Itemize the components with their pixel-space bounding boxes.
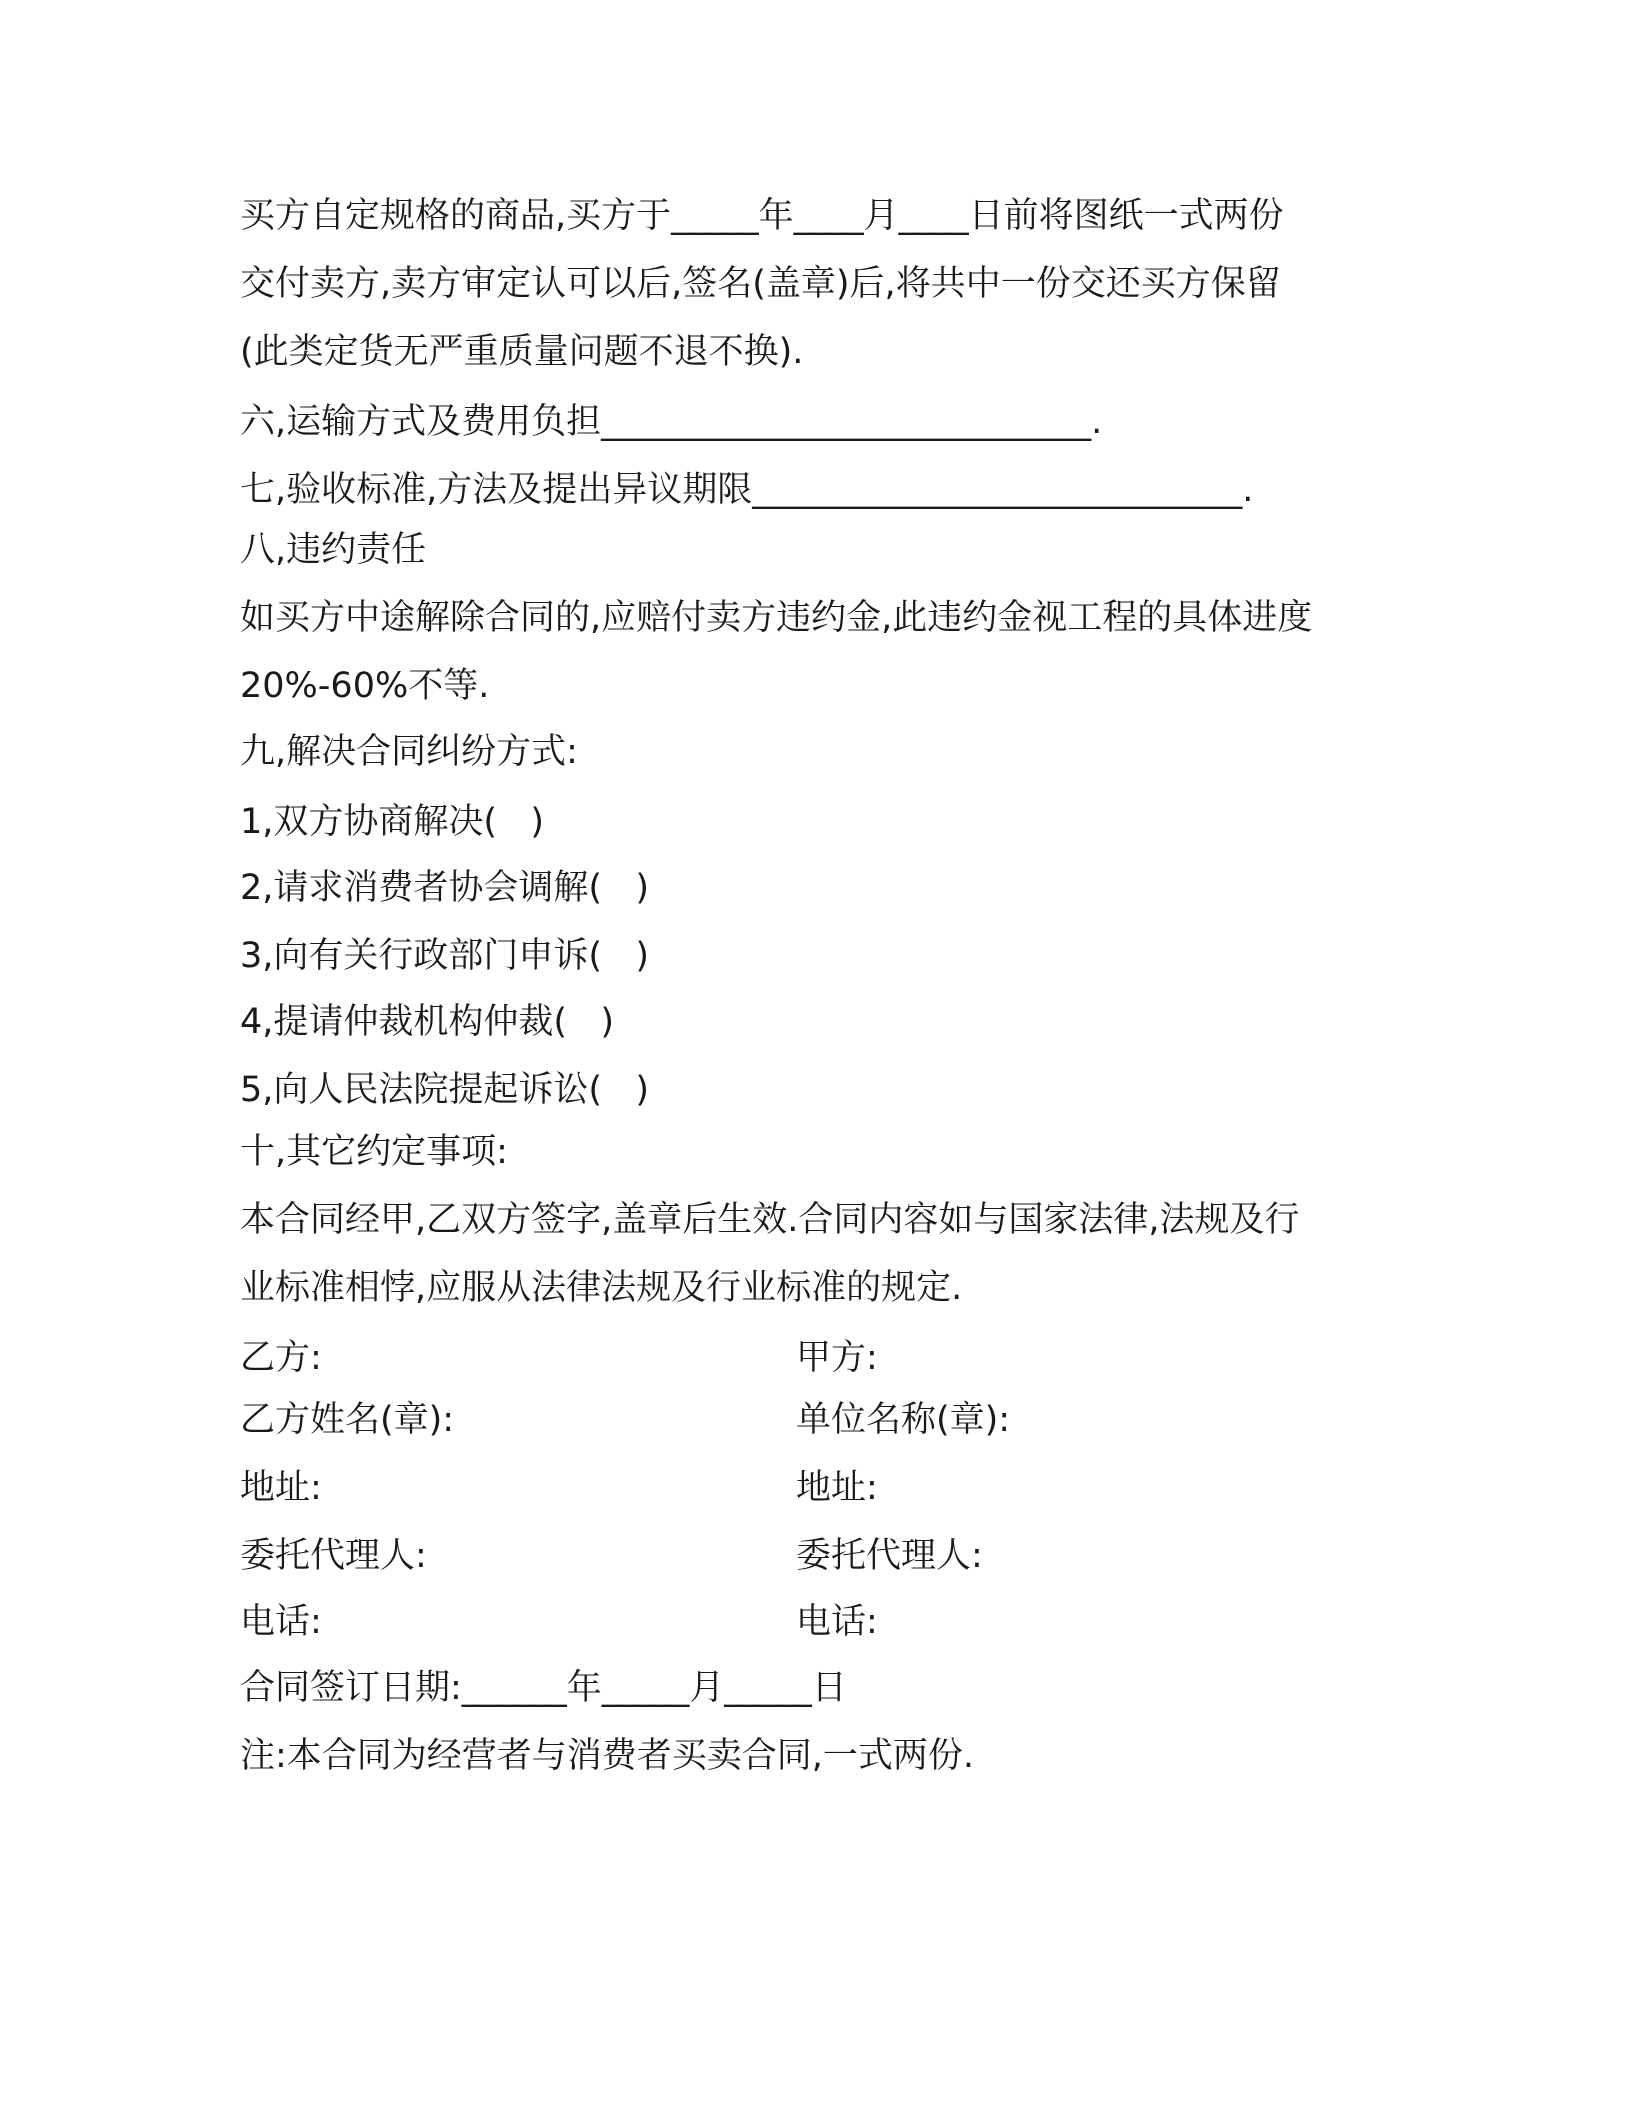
dispute-option: 3,向有关行政部门申诉( ) (240, 936, 650, 976)
dispute-option: 5,向人民法院提起诉讼( ) (240, 1070, 650, 1110)
party-a-address-label: 地址: (796, 1468, 878, 1508)
dispute-option: 2,请求消费者协会调解( ) (240, 868, 650, 908)
party-b-label: 乙方: (240, 1338, 322, 1378)
party-b-agent-label: 委托代理人: (240, 1536, 427, 1576)
sign-date: 合同签订日期:______年_____月_____日 (240, 1668, 847, 1708)
clause8-line-1: 如买方中途解除合同的,应赔付卖方违约金,此违约金视工程的具体进度 (240, 598, 1313, 638)
clause9-title: 九,解决合同纠纷方式: (240, 732, 578, 772)
clause5-line-2: 交付卖方,卖方审定认可以后,签名(盖章)后,将共中一份交还买方保留 (240, 264, 1281, 304)
party-b-address-label: 地址: (240, 1468, 322, 1508)
clause8-title: 八,违约责任 (240, 530, 427, 570)
clause5-line-1: 买方自定规格的商品,买方于_____年____月____日前将图纸一式两份 (240, 196, 1284, 236)
party-a-phone-label: 电话: (796, 1602, 878, 1642)
party-a-label: 甲方: (796, 1338, 878, 1378)
clause8-line-2: 20%-60%不等. (240, 666, 490, 706)
party-b-name-label: 乙方姓名(章): (240, 1400, 455, 1440)
clause5-line-3: (此类定货无严重质量问题不退不换). (240, 332, 804, 372)
clause7-acceptance: 七,验收标准,方法及提出异议期限____________________________. (240, 470, 1254, 510)
clause10-title: 十,其它约定事项: (240, 1132, 508, 1172)
party-b-phone-label: 电话: (240, 1602, 322, 1642)
clause10-line-1: 本合同经甲,乙双方签字,盖章后生效.合同内容如与国家法律,法规及行 (240, 1200, 1300, 1240)
dispute-option: 1,双方协商解决( ) (240, 802, 545, 842)
clause10-line-2: 业标准相悖,应服从法律法规及行业标准的规定. (240, 1268, 963, 1308)
party-a-agent-label: 委托代理人: (796, 1536, 983, 1576)
clause6-transport: 六,运输方式及费用负担____________________________. (240, 402, 1103, 442)
dispute-option: 4,提请仲裁机构仲裁( ) (240, 1002, 615, 1042)
party-a-name-label: 单位名称(章): (796, 1400, 1011, 1440)
contract-note: 注:本合同为经营者与消费者买卖合同,一式两份. (240, 1736, 975, 1776)
